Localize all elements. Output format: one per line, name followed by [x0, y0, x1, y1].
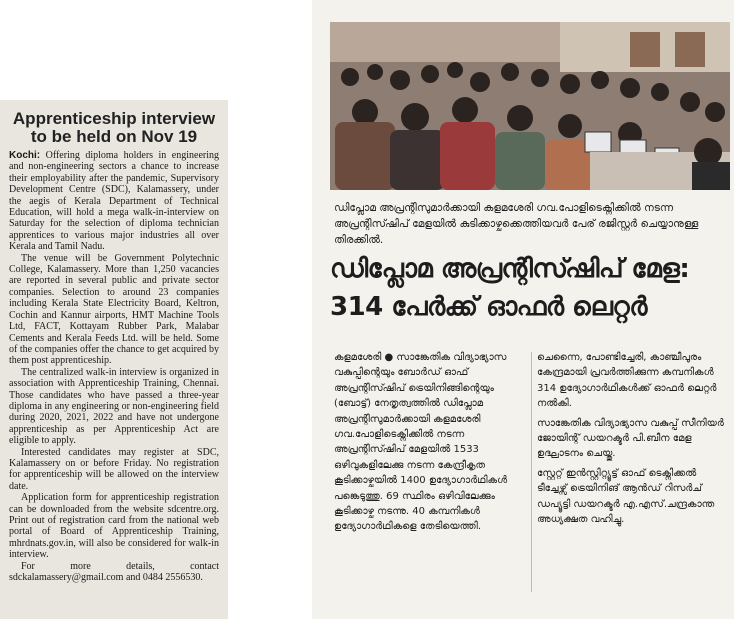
column-2-paragraph-3: സ്റ്റേറ്റ് ഇൻസ്റ്റിറ്റ്യൂട്ട് ഓഫ് ടെക്നിക്കൽ ടീച്ചേഴ്സ് ട്രെയിനിങ് ആൻഡ് റിസർച് ഡപ്യൂട്ടി ഡയറക്ടർ എ.എസ്.ചന്ദ്രകാന്ത അധ്യക്ഷത വഹിച്ചു.: [537, 467, 715, 526]
column-2-paragraph-1: ചെന്നൈ, പോണ്ടിച്ചേരി, കാഞ്ചീപുരം കേന്ദ്രമായി പ്രവർത്തിക്കുന്ന കമ്പനികൾ 314 ഉദ്യോഗാർഥികൾക്ക് ഓഫർ ലെറ്റർ നൽകി.: [537, 352, 717, 410]
malayalam-news-clipping: [312, 0, 734, 619]
article-column-2: [537, 350, 725, 531]
article-column-1: [334, 350, 529, 539]
article-paragraph-4: Interested candidates may register at SDC, Kalamassery on or before Friday. No registration for apprenticeship will be allowed on the interview date.: [9, 446, 219, 492]
headline-line-2: 314 പേർക്ക് ഓഫർ ലെറ്റർ: [330, 292, 647, 322]
paragraph-1-text: Offering diploma holders in engineering and non-engineering sectors a chance to increase their employability after the pandemic, Supervisory Development Centre (SDC), Kalamassery, under the aegis of Kerala Department of Technical Education, will hold a mega walk-in-interview on Saturday for the selection of diploma technician apprentices to various major industries all over Kerala and Tamil Nadu.: [9, 150, 219, 253]
article-headline-malayalam: [330, 250, 730, 326]
english-news-clipping: [0, 100, 228, 619]
dateline: Kochi:: [9, 150, 41, 161]
article-paragraph-1: [9, 150, 219, 253]
article-headline: Apprenticeship interview to be held on Nov 19: [12, 109, 216, 146]
article-paragraph-6: For more details, contact sdckalamassery@gmail.com and 0484 2556530.: [9, 560, 219, 584]
crowd-photo-illustration: [330, 22, 730, 190]
crowd-photo: [330, 22, 730, 190]
article-paragraph-3: The centralized walk-in interview is organized in association with Apprenticeship Training, Chennai. Those candidates who have passed a three-year diploma in any engineering or non-engineering field during 2020, 2021, 2022 and have not undergone apprenticeship as per Apprenticeship Act are eligible to apply.: [9, 366, 219, 447]
headline-line-1: ഡിപ്ലോമ അപ്രന്റിസ്ഷിപ് മേള:: [330, 254, 690, 284]
column-1-text: കളമശേരി ● സാങ്കേതിക വിദ്യാഭ്യാസ വകുപ്പിന്റെയും ബോർഡ് ഓഫ് അപ്രന്റിസ്ഷിപ് ട്രെയിനിങ്ങിന്റെയും (ബോട്ട്) നേതൃത്വത്തിൽ ഡിപ്ലോമ അപ്രന്റിസുമാർക്കായി കളമശേരി ഗവ.പോളിടെക്നിക്കിൽ നടന്ന അപ്രന്റിസ്ഷിപ് മേളയിൽ 1533 ഒഴിവുകളിലേക്കു നടന്ന കേന്ദ്രീകൃത കൂടിക്കാഴ്ചയിൽ 1400 ഉദ്യോഗാർഥികൾ പങ്കെടുത്തു. 69 സ്ഥിരം ഒഴിവിലേക്കും കൂടിക്കാഴ്ച നടന്നു. 40 കമ്പനികൾ ഉദ്യോഗാർഥികളെ തേടിയെത്തി.: [334, 352, 508, 533]
article-body: [0, 150, 228, 583]
column-divider: [531, 352, 532, 592]
photo-caption: ഡിപ്ലോമ അപ്രന്റിസുമാർക്കായി കളമശേരി ഗവ.പോളിടെക്നിക്കിൽ നടന്ന അപ്രന്റിസ്ഷിപ് മേളയിൽ കുടിക്കാഴ്ചക്കെത്തിയവർ പേര് രജിസ്റ്റർ ചെയ്യാനുള്ള തിരക്കിൽ.: [334, 202, 699, 246]
column-2-paragraph-2: സാങ്കേതിക വിദ്യാഭ്യാസ വകുപ്പ് സീനിയർ ജോയിന്റ് ഡയറക്ടർ പി.ബീന മേള ഉദ്ഘാടനം ചെയ്തു.: [537, 417, 724, 460]
article-paragraph-2: The venue will be Government Polytechnic College, Kalamassery. More than 1,250 vacancies are reported in several public and private sector companies. Selection to around 23 companies including Kerala State Electricity Board, Keltron, Cochin and Kannur airports, HMT Machine Tools Ltd, FACT, Kottayam Rubber Park, Malabar Cements and Kerala Feeds Ltd. will be held. Some of the companies offer the chance to get acquired by them post apprenticeship.: [9, 252, 219, 367]
article-paragraph-5: Application form for apprenticeship registration can be downloaded from the website sdcentre.org. Print out of registration card from the national web portal of Board of Apprenticeship Training, mhrdnats.gov.in, will also be considered for walk-in interview.: [9, 492, 219, 561]
